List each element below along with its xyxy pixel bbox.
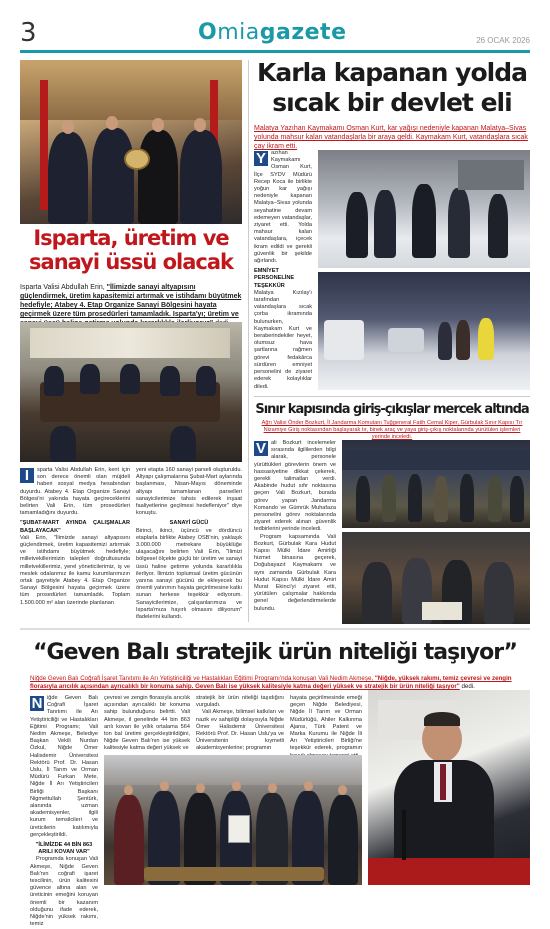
isparta-col-1 bbox=[20, 467, 130, 625]
geven-col3-p1: stratejik bir ürün niteliği taşıdığını vurguladı. bbox=[196, 695, 284, 709]
geven-col4-p1: hayata geçirilmesinde emeği geçen Niğde Belediyesi, Niğde İl Tarım ve Orman Müdürlüğü, Ahiler Kalkınma Ajansı, Türk Patent ve Marka Kurumu ile Niğde İli Arı Yetiştiricileri Birliği'ne teşekkür ederek, programın bbox=[290, 695, 362, 752]
border-photo-2 bbox=[342, 532, 530, 624]
isparta-col1-p1: sparta Valisi Abdullah Erin, kent için son derece önemli olan müjdeli haberi sosyal medya hesabından duyurdu. Atabey 4. Etap Organize Sanayi Bölgesi'ni yakında hayata geçireceklerini belirten Vali Erin, tüm prosedürleri tamamladığını duyurdu. bbox=[20, 467, 130, 517]
geven-group-photo bbox=[104, 755, 362, 885]
logo-suffix: gazete bbox=[259, 20, 347, 45]
geven-col3-p2: Vali Akmeşe, bilimsel katkıları ve nazik ev sahipliği dolayısıyla Niğde Ömer Halisdemir Üniversitesi Rektörü Prof. Dr. Hasan Uslu'ya ve Üniversitenin kıymetli akademisyenlerine; programın bbox=[196, 709, 284, 752]
isparta-col1-head: "ŞUBAT-MART AYINDA ÇALIŞMALAR BAŞLAYACAK" bbox=[20, 520, 130, 534]
isparta-plaque-photo bbox=[20, 60, 242, 224]
isparta-subhead-prefix: Isparta Valisi Abdullah Erin, bbox=[20, 284, 107, 291]
border-photo-1 bbox=[342, 440, 530, 528]
isparta-col1-p2: Vali Erin, "İlimizde sanayi altyapısını güçlendirmek, üretim kapasitemizi artırmak ve istihdamı büyütmek hedefiyle; milletvekillerimizin talepleri doğrultusunda milletvekillerimiz, yerel yöneticilerimiz, iş ve meslek odalarımız ile kamu kurumlarımızın ortak gayretiyle Atabey 4. Etap Organize Sanayi Bölgesini hayata geçirmek üzere tüm prosedürleri tamamladık. Toplam 1.500.000 m² alan üzerinde planlanan bbox=[20, 534, 130, 606]
geven-subhead bbox=[30, 675, 530, 691]
malatya-head: EMNİYET PERSONELİNE TEŞEKKÜR bbox=[254, 268, 295, 289]
logo-main: mia bbox=[217, 20, 260, 45]
malatya-body bbox=[254, 150, 312, 390]
isparta-col2-p1: yeni etapta 160 sanayi parseli oluşturuldu. Altyapı çalışmalarına Şubat-Mart aylarında başlanması, Nisan-Mayıs döneminde altyapı tamamlanan parselleri sanayicilerimize tahsis edilerek inşaat faaliyetlerine geçilmesi hedefleniyor" diye konuştu. bbox=[136, 467, 242, 517]
newspaper-logo bbox=[198, 20, 347, 45]
geven-col2-p1: çevresi ve zengin florasıyla arıcılık açısından ayrıcalıklı bir konuma sahip bulunduğunu belirtti. Vali Akmeşe, il genelinde 44 bin 863 arılı kovan ile yıllık ortalama 564 ton bal üretimi gerçekleştirildiğini, Niğde Geven Balı'nın ise yüksek kalitesiyle katma değeri yüksek ve bbox=[104, 695, 190, 752]
masthead-rule bbox=[20, 50, 530, 53]
isparta-meeting-photo bbox=[20, 322, 242, 462]
geven-col1-p1: iğde Geven Balı Coğrafi İşaret Tanıtımı ile Arı Yetiştiriciliği ve Hastalıkları Eğitimi Programı; Vali Nedim Akmeşe, Belediye Başkan Vekili Nurdan Özkul, Niğde Ömer Halisdemir Üniversitesi Rektörü Prof. Dr. Hasan Uslu, İl Tarım ve Orman Müdürü Furkan Mete, Niğde İl Arı Yetiştiricileri Birliği Başkanı Nigmettullah Şentürk, alanında uzman akademisyenler, ilgili kurum temsilcileri ve üreticilerin katılımıyla gerçekleştirildi. bbox=[30, 695, 98, 838]
geven-col-3 bbox=[196, 695, 284, 751]
border-dropcap: V bbox=[255, 440, 266, 457]
isparta-col-2 bbox=[136, 467, 242, 625]
isparta-subhead-quote: "İlimizde sanayi altyapısını güçlendirmek, üretim kapasitemizi artırmak ve istihdamı büyütmek hedefiyle; Atabey 4. Etap Organize Sanayi Bölgesini hayata geçirmek üzere tüm prosedürleri tamamladık. Isparta'yı; üretim ve bbox=[20, 284, 242, 318]
malatya-headline: Karla kapanan yolda sıcak bir devlet eli bbox=[257, 58, 527, 117]
malatya-dropcap: Y bbox=[255, 150, 266, 167]
malatya-snow-photo-1 bbox=[318, 150, 530, 268]
geven-subhead-prefix: Niğde Geven Balı Coğrafi İşaret Tanıtımı ile Arı Yetiştiriciliği ve Hastalıkları Eğitimi Programı'nda konuşan Vali Nedim Akmeşe, bbox=[30, 675, 375, 682]
section-divider bbox=[254, 396, 530, 397]
malatya-p1: azıhan Kaymakamı Osman Kurt, İlçe SYDV Müdürü Recep Koca ile birlikte yoğun kar yağışı nedeniyle kapanan Malatya–Sivas yolunda seyahatine devam edemeyen vatandaşlar, ziyaret etti. Yolda mahsur kalan vatandaşlara, içecek ikram edildi ve gerekli güvenlik bir şekilde ağırlandı. bbox=[254, 150, 312, 265]
geven-subhead-quote: "Niğde, yüksek rakımı, temiz çevresi ve zengin florasıyla arıcılık açısından ayrıcalıklı bir konuma sahip. Geven Balı ise yüksek kalitesiyle katma değeri yüksek ve stratejik bir ürün niteliği taşıyor" bbox=[30, 675, 512, 690]
border-p1: ali Bozkurt incelemeler sırasında ilgililerden bilgi alarak, personele yürüttükleri görevlerin önem ve hassasiyetine dikkat çekerek, gerekli talimatları verdi. Akabinde hudut sıfır noktasına geçen Vali Bozkurt, burada görev yapan Jandarma Komando ve Gümrük Muhafaza personelini görev noktalarında ziyaret ederek alınan güvenlik tedbirlerini yerinde inceledi. bbox=[254, 440, 336, 533]
malatya-subhead: Malatya Yazıhan Kaymakamı Osman Kurt, kar yağışı nedeniyle kapanan Malatya–Sivas yolunda mahsur kalan vatandaşlarla bir araya geldi. Kaymakam Kurt, vatandaşlara sıcak çay ikram etti. bbox=[254, 125, 528, 150]
issue-date: 26 OCAK 2026 bbox=[476, 36, 530, 45]
page-number: 3 bbox=[20, 18, 37, 48]
malatya-snow-photo-2 bbox=[318, 272, 530, 390]
geven-col1-head: "İLİMİZDE 44 BİN 863 ARILI KOVAN VAR" bbox=[35, 842, 93, 856]
governor-portrait-photo bbox=[368, 690, 530, 885]
geven-col-2 bbox=[104, 695, 190, 751]
geven-subhead-suffix: dedi. bbox=[459, 683, 475, 690]
column-divider bbox=[248, 60, 249, 622]
isparta-col2-head: SANAYİ GÜCÜ bbox=[169, 520, 209, 527]
malatya-p2: Malatya Kızılay'ı tarafından vatandaşlara sıcak çorba ikramında bulunurken, Kaymakam Kurt ve beraberindekiler heyet, olumsuz hava şartlarına rağmen görevi fedakârca sürdüren emniyet personelini de ziyaret ederek kolaylıklar diledi. bbox=[254, 289, 312, 390]
border-body bbox=[254, 440, 336, 624]
border-subhead: Ağrı Valisi Önder Bozkurt, İl Jandarma Komutanı Tuğgeneral Fatih Cemal Kiper, Gürbulak Sınır Kapısı Tır Nizamiye Giriş noktasından başlayarak tır, binek araç ve yaya giriş-çıkış noktalarında yürütülen işlemleri yerinde inceledi. bbox=[261, 420, 523, 440]
geven-headline: “Geven Balı stratejik ürün niteliği taşıyor” bbox=[33, 640, 517, 665]
border-headline: Sınır kapısında giriş-çıkışlar mercek altında bbox=[255, 402, 529, 417]
geven-col1-p2: Programda konuşan Vali Akmeşe, Niğde Geven Balı'nın coğrafi işaret tescilinin, ürün kalitesini güvence altına alan ve üreticinin emeğini koruyan önemli bir kazanım olduğunu ifade ederek, Niğde'nin yüksek rakımı, temiz bbox=[30, 856, 98, 928]
isparta-headline: Isparta, üretim ve sanayi üssü olacak bbox=[29, 226, 233, 274]
geven-col-1 bbox=[30, 695, 98, 928]
geven-dropcap: N bbox=[31, 695, 43, 712]
isparta-col2-p2: Birinci, ikinci, üçüncü ve dördüncü etaplarla birlikte Atabey OSB'nin, yaklaşık 3.000.000 metrekare büyüklüğe ulaşacağını belirten Vali Erin, "Ilimizi bölgesel ölçekte güçlü bir üretim ve sanayi üssü haline getirme yolunda kararlılıkla ilerliyor. İlimizin toplumsal üretim gücünün yanına sanayi gücünü de ekleyecek bu önemli yatırımın hayata geçirilmesine katkı sunan herkese teşekkür ediyorum. Sanayicilerimize, çalışanlarımıza ve Isparta'mıza hayırlı olmasını diliyorum" ifadelerini kullandı. bbox=[136, 527, 242, 621]
isparta-dropcap: I bbox=[20, 468, 34, 483]
logo-prefix: O bbox=[198, 20, 218, 45]
border-p2: Program kapsamında Vali Bozkurt, Gürbulak Kara Hudut Kapısı Mülki İdare Amirliği hizmet binasına geçerek, Doğubayazıt Kaymakamı ve aynı zamanda Gürbulak Kara Hudut Kapısı Mülki İdare Amiri Murat Ekinci'yi ziyaret etti, yürütülen çalışmalar hakkında genel değerlendirmelerde bulundu. bbox=[254, 533, 336, 612]
